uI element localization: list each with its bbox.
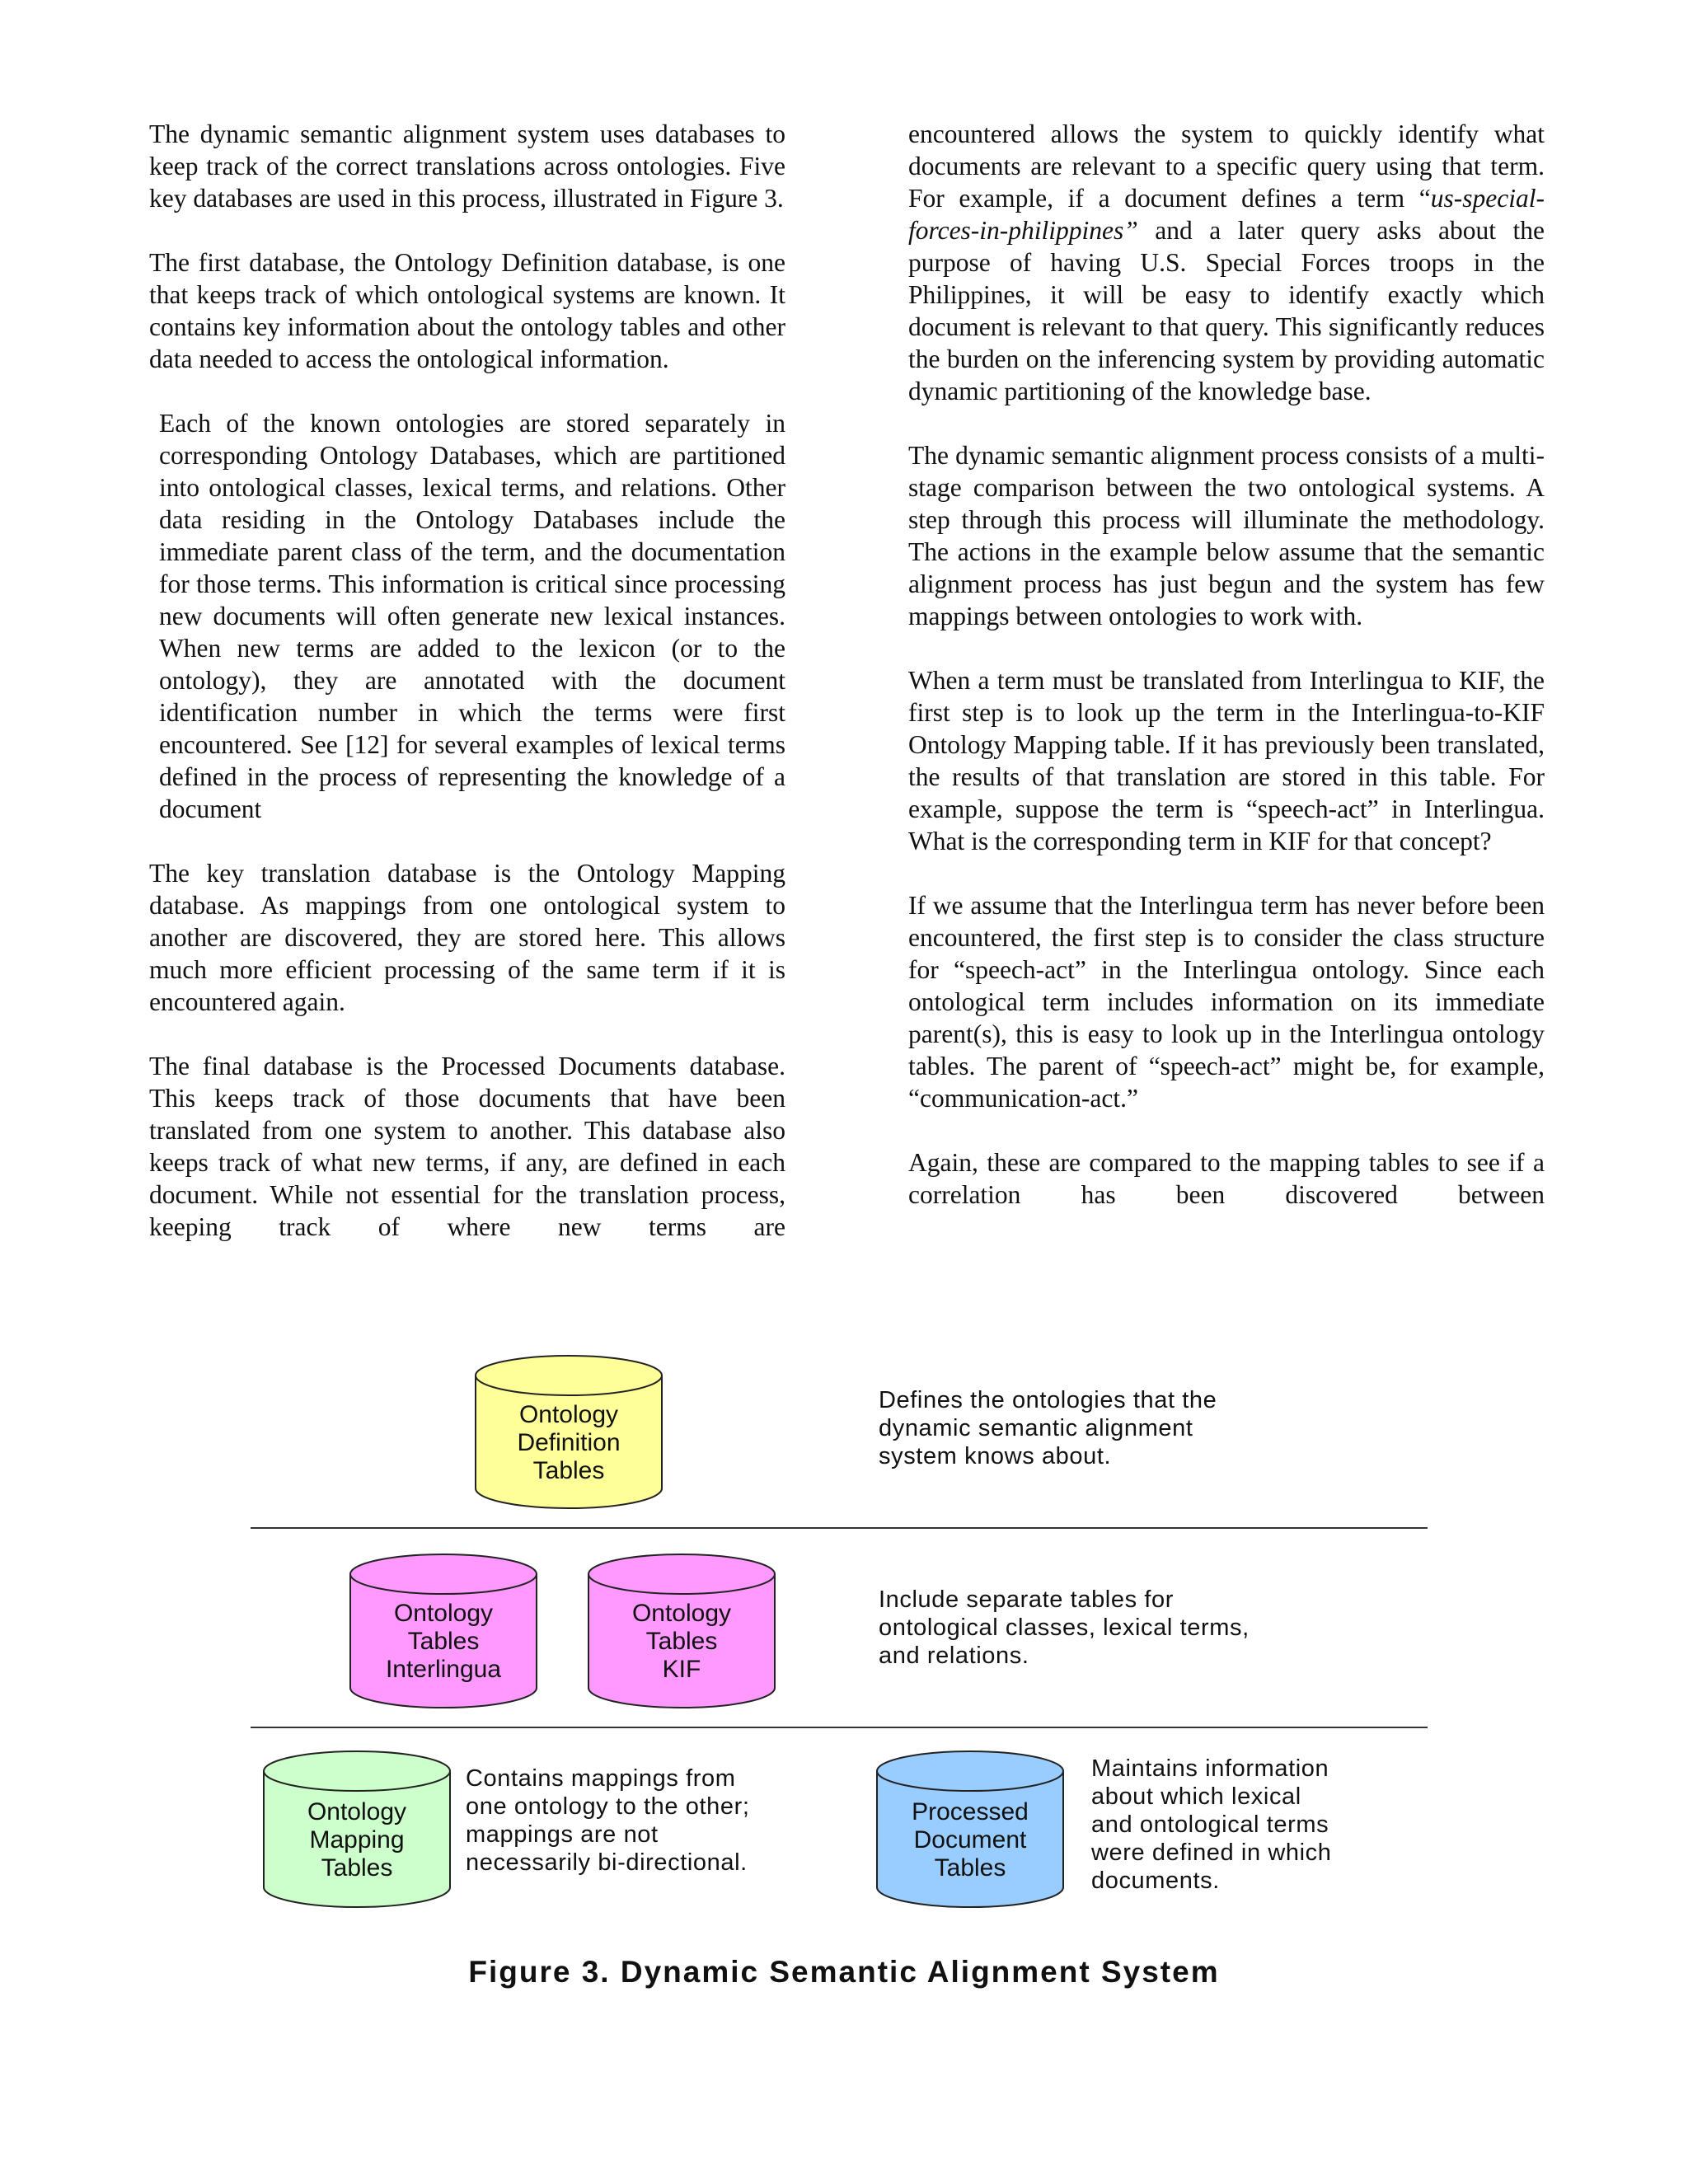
label-line: Tables [407, 1628, 480, 1655]
desc-line: one ontology to the other; [466, 1793, 750, 1820]
desc-line: about which lexical [1091, 1783, 1301, 1810]
paragraph-text: encountered allows the system to quickly identify what documents are relevant to a specific query using that term. For example, if a document defines a term “ [908, 120, 1545, 213]
desc-line: ontological classes, lexical terms, [879, 1615, 1250, 1641]
paragraph-text: and a later query asks about the purpose of having U.S. Special Forces troops in the Philippines, it will be easy to identify exactly which document is relevant to that query. This significantly reduces the burden on the inferencing system by providing automatic dynamic partitioning of the knowledge base. [908, 216, 1545, 405]
paragraph: The key translation database is the Ontology Mapping database. As mappings from one ontological system to another are discovered, they are stored here. This allows much more efficient processing of the same term if it is encountered again. [149, 859, 785, 1016]
paragraph: If we assume that the Interlingua term has never before been encountered, the first step is to consider the class structure for “speech-act” in the Interlingua ontology. Since each ontological term includes information on its immediate parent(s), this is easy to look up in the Interlingua ontology tables. The parent of “speech-act” might be, for example, “communication-act.” [908, 891, 1545, 1113]
label-line: Definition [517, 1429, 621, 1456]
label-line: KIF [662, 1656, 701, 1683]
paragraph: The first database, the Ontology Definition database, is one that keeps track of which ontological systems are known. It contains key information about the ontology tables and other data needed to access the ontological information. [149, 248, 785, 373]
label-line: Ontology [393, 1600, 494, 1627]
label-line: Mapping [309, 1826, 405, 1854]
desc-line: necessarily bi-directional. [466, 1849, 748, 1876]
desc-line: Maintains information [1091, 1755, 1329, 1782]
desc-line: Include separate tables for [879, 1586, 1174, 1613]
paragraph: Again, these are compared to the mapping tables to see if a correlation has been discovered between [908, 1148, 1545, 1209]
desc-line: documents. [1091, 1868, 1220, 1894]
label-line: Tables [532, 1457, 605, 1484]
paragraph: Each of the known ontologies are stored separately in corresponding Ontology Databases, which are partitioned into ontological classes, lexical terms, and relations. Other data residing in the Ontology Databases include the immediate parent class of the term, and the documentation for those terms. This information is critical since processing new documents will often generate new lexical instances. When new terms are added to the lexicon (or to the ontology), they are annotated with the document identification number in which the terms were first encountered. See [12] for several examples of lexical terms defined in the process of representing the knowledge of a document [159, 409, 785, 823]
paragraph: The final database is the Processed Documents database. This keeps track of those documents that have been translated from one system to another. This database also keeps track of what new terms, if any, are defined in each document. While not essential for the translation process, keeping track of where new terms are [149, 1052, 785, 1241]
database-cylinder-definition [476, 1356, 662, 1508]
label-line: Tables [321, 1854, 393, 1882]
database-cylinder-kif [588, 1554, 775, 1708]
paragraph: When a term must be translated from Interlingua to KIF, the first step is to look up the term in the Interlingua-to-KIF Ontology Mapping table. If it has previously been translated, the results of that translation are stored in this table. For example, suppose the term is “speech-act” in Interlingua. What is the corresponding term in KIF for that concept? [908, 666, 1545, 855]
label-line: Document [913, 1826, 1027, 1854]
paragraph: The dynamic semantic alignment process consists of a multi-stage comparison between the two ontological systems. A step through this process will illuminate the methodology. The actions in the example below assume that the semantic alignment process has just begun and the system has few mappings between ontologies to work with. [908, 441, 1545, 630]
database-cylinder-processed [877, 1751, 1063, 1907]
database-cylinder-mapping [264, 1751, 450, 1907]
term-italic: us-special-forces-in-philippines” [908, 184, 1545, 245]
desc-line: and ontological terms [1091, 1811, 1329, 1838]
paragraph: The dynamic semantic alignment system uses databases to keep track of the correct translations across ontologies. Five key databases are used in this process, illustrated in Figure 3. [149, 120, 785, 213]
figure-caption: Figure 3. Dynamic Semantic Alignment System [468, 1955, 1220, 1989]
desc-line: system knows about. [879, 1443, 1112, 1469]
desc-line: Defines the ontologies that the [879, 1387, 1217, 1413]
desc-line: dynamic semantic alignment [879, 1415, 1193, 1441]
label-line: Ontology [631, 1600, 732, 1627]
label-line: Tables [934, 1854, 1006, 1882]
desc-line: and relations. [879, 1643, 1029, 1669]
label-line: Processed [912, 1798, 1029, 1825]
label-line: Ontology [307, 1798, 407, 1825]
desc-line: were defined in which [1091, 1840, 1332, 1866]
desc-line: mappings are not [466, 1821, 659, 1848]
label-line: Tables [645, 1628, 718, 1655]
label-line: Ontology [518, 1401, 619, 1428]
desc-line: Contains mappings from [466, 1765, 736, 1792]
label-line: Interlingua [385, 1656, 502, 1683]
database-cylinder-interlingua [350, 1554, 537, 1708]
